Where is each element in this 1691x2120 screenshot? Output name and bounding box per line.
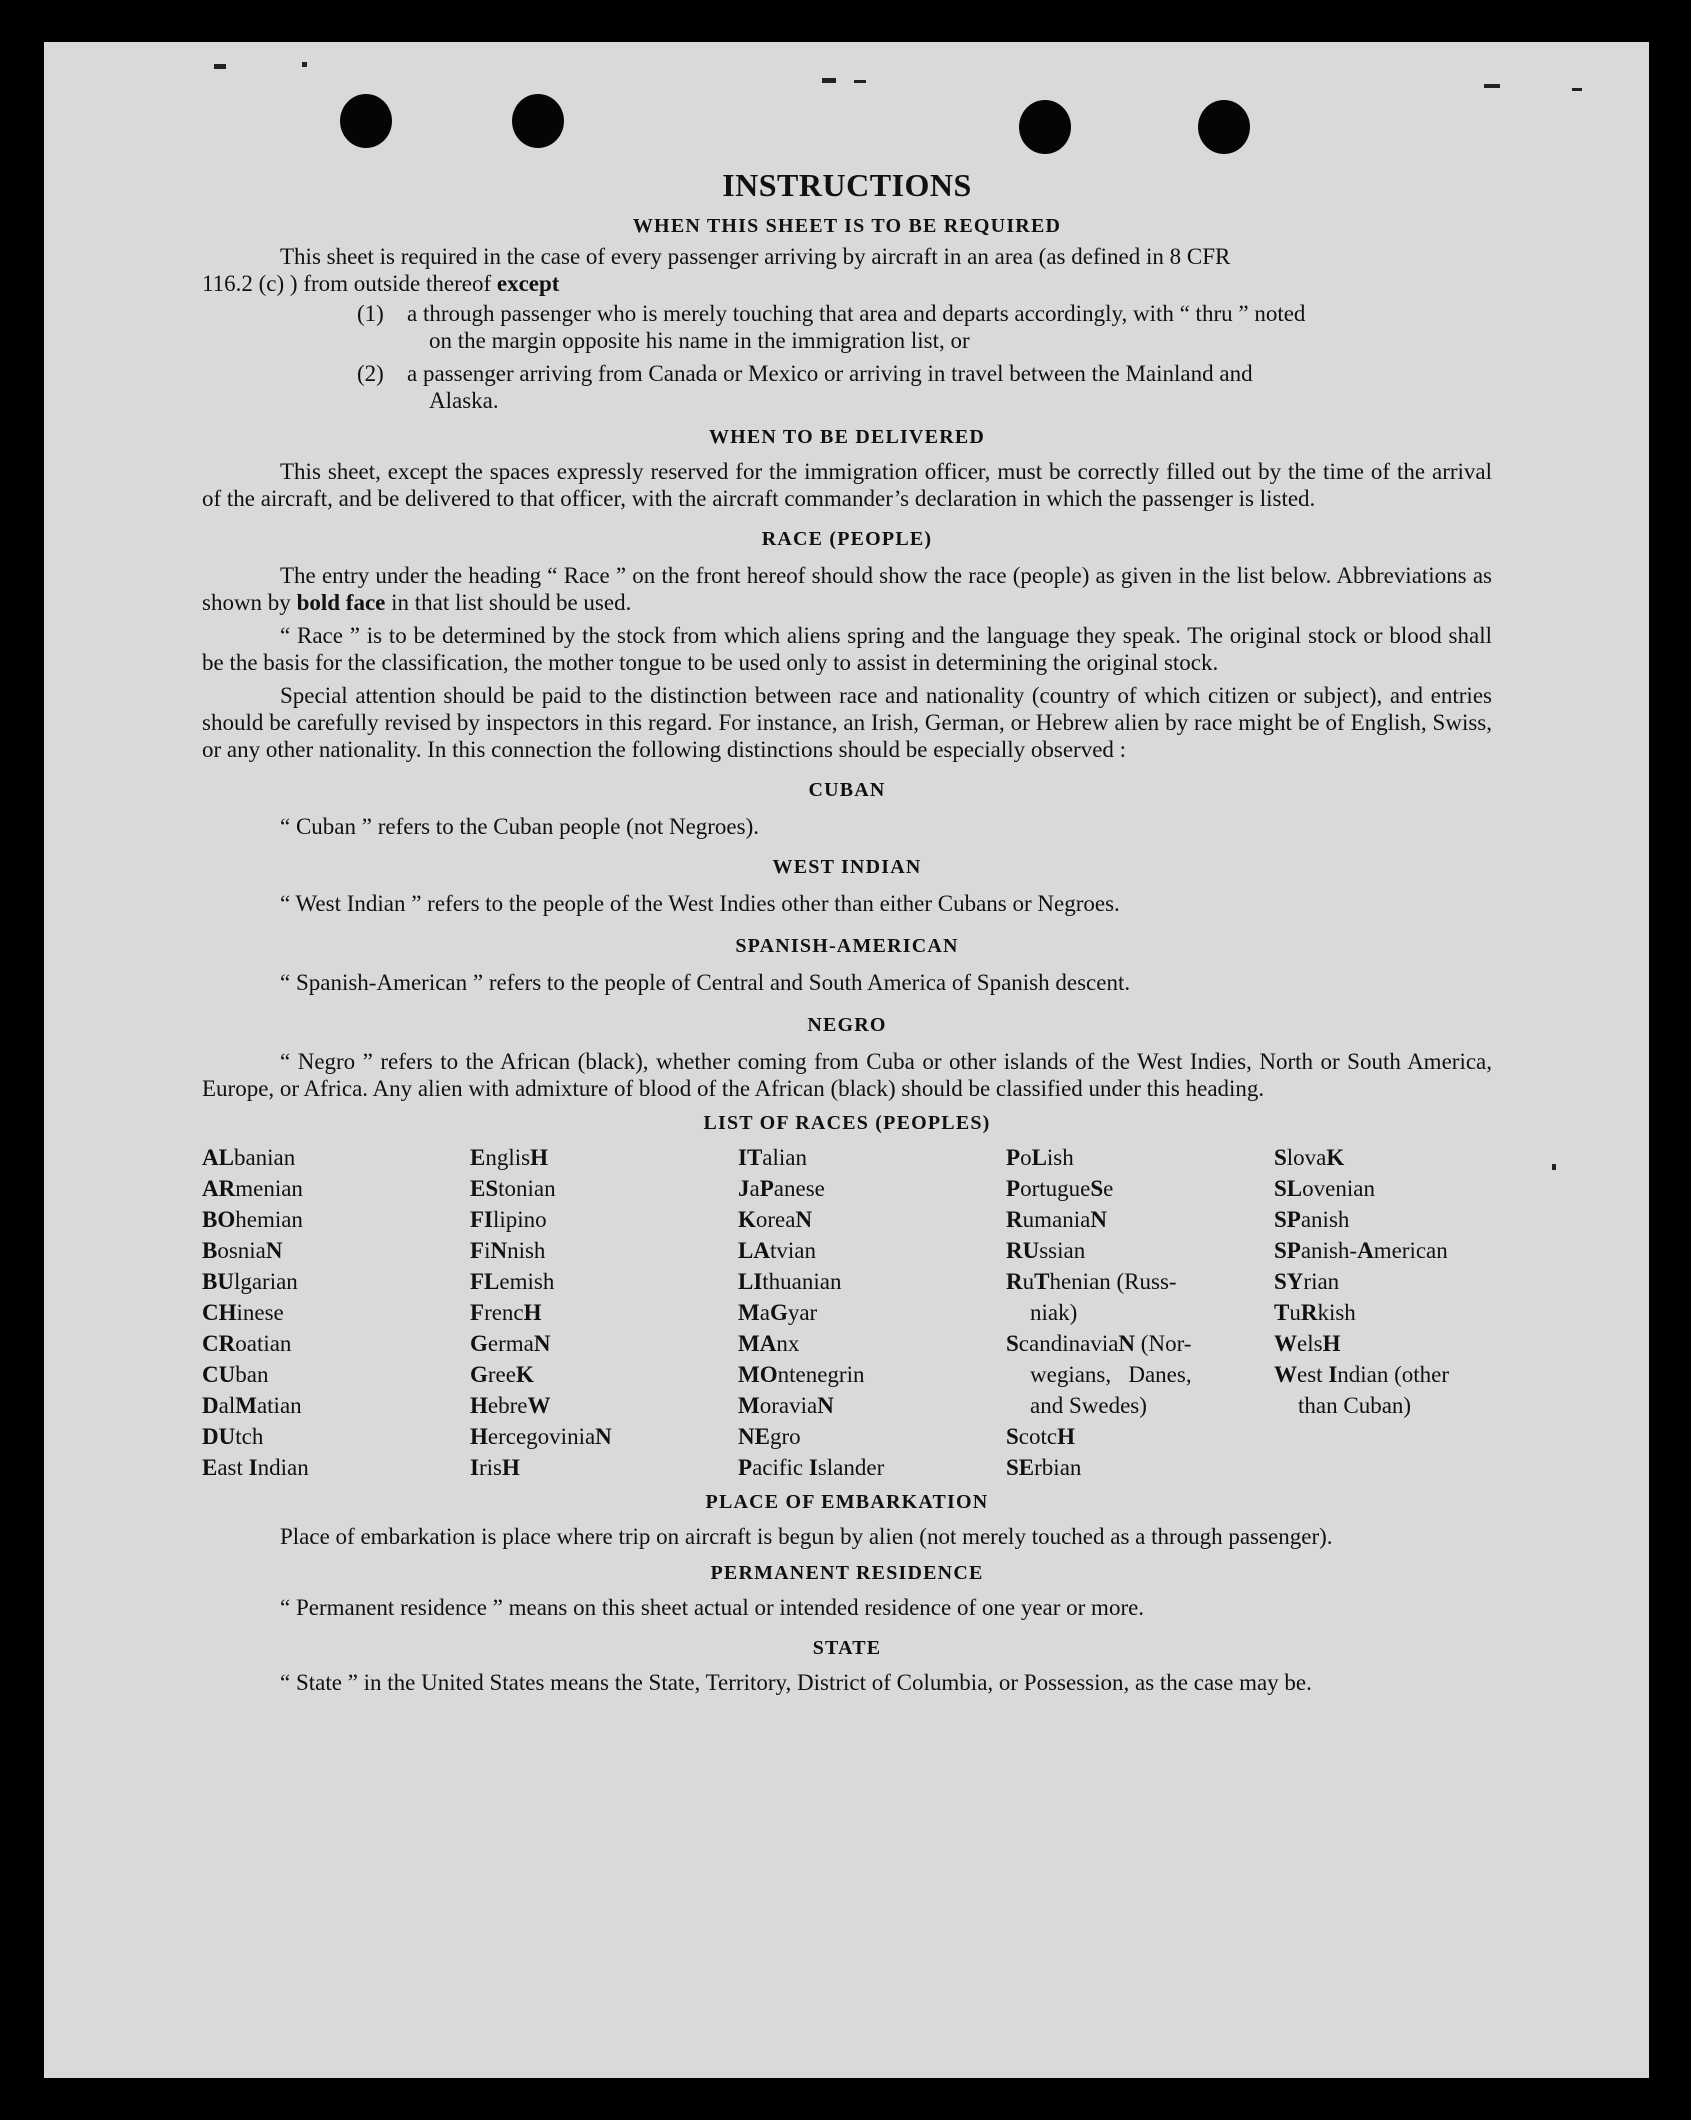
race-entry: LAtvian [738,1238,816,1263]
page-title: INSTRUCTIONS [722,167,972,203]
race-entry: wegians, Danes, [1030,1362,1192,1387]
document-page [44,42,1649,2078]
race-entry: NEgro [738,1424,801,1449]
race-column [738,1142,1006,1483]
section-heading: WEST INDIAN [772,856,922,878]
speck [1572,88,1582,91]
race-entry: PortugueSe [1006,1176,1114,1201]
race-entry: ScotcH [1006,1424,1075,1449]
instructions-content [202,167,1492,1696]
section-heading: PLACE OF EMBARKATION [705,1491,989,1513]
race-entry: GreeK [470,1362,534,1387]
race-entry: RumaniaN [1006,1207,1107,1232]
race-entry: DalMatian [202,1393,302,1418]
race-entry: ALbanian [202,1145,296,1170]
race-entry: DUtch [202,1424,264,1449]
race-list [202,1142,1492,1483]
race-entry: JaPanese [738,1176,825,1201]
race-entry: EnglisH [470,1145,548,1170]
punch-hole [1198,100,1250,154]
section-heading: STATE [812,1637,882,1659]
race-entry: niak) [1030,1300,1078,1325]
race-entry: Pacific Islander [738,1455,885,1480]
race-entry: BOhemian [202,1207,303,1232]
race-entry: ScandinaviaN (Nor- [1006,1331,1192,1356]
section-text: The entry under the heading “ Race ” on the front hereof should show the race (people) as given in the list below. Abbreviations as shown by bold face in that list should be used. [202,563,1492,615]
punch-hole [340,94,392,148]
section-heading: WHEN TO BE DELIVERED [708,426,986,448]
race-entry: FiNnish [470,1238,546,1263]
race-entry: SlovaK [1274,1145,1345,1170]
speck [822,78,836,83]
race-entry: CUban [202,1362,269,1387]
race-entry: HebreW [470,1393,551,1418]
section-text: “ Cuban ” refers to the Cuban people (not Negroes). [280,814,760,839]
section-heading: RACE (PEOPLE) [761,528,933,550]
race-entry: LIthuanian [738,1269,842,1294]
section-text: “ Negro ” refers to the African (black), whether coming from Cuba or other islands of the West Indies, North or South America, Europe, or Africa. Any alien with admixture of blood of the African (black) should be classified under this heading. [202,1049,1492,1101]
race-entry: MoraviaN [738,1393,834,1418]
punch-hole [512,94,564,148]
race-entry: RUssian [1006,1238,1086,1263]
section-heading: LIST OF RACES (PEOPLES) [703,1112,991,1134]
race-entry: SPanish [1274,1207,1350,1232]
race-entry: than Cuban) [1298,1393,1412,1418]
race-entry: West Indian (other [1274,1362,1450,1387]
race-entry: RuThenian (Russ- [1006,1269,1177,1294]
section-heading: SPANISH-AMERICAN [735,935,959,957]
race-entry: and Swedes) [1030,1393,1147,1418]
section-text: “ West Indian ” refers to the people of the West Indies other than either Cubans or Negroes. [280,891,1120,916]
race-entry: SPanish-American [1274,1238,1448,1263]
race-entry: FrencH [470,1300,542,1325]
speck [854,80,866,83]
race-entry: FIlipino [470,1207,547,1232]
exception-item: (2) a passenger arriving from Canada or Mexico or arriving in travel between the Mainland and Alaska. [357,361,1253,413]
punch-hole [1019,100,1071,154]
race-entry: IrisH [470,1455,520,1480]
race-entry: East Indian [202,1455,309,1480]
speck [302,62,307,67]
race-entry: BosniaN [202,1238,283,1263]
race-column [202,1142,470,1483]
section-text: Place of embarkation is place where trip on aircraft is begun by alien (not merely touched as a through passenger). [280,1524,1333,1549]
speck [1484,84,1500,88]
section-text: “ State ” in the United States means the State, Territory, District of Columbia, or Possession, as the case may be. [280,1670,1312,1695]
race-entry: PoLish [1006,1145,1074,1170]
race-entry: EStonian [470,1176,556,1201]
section-heading: NEGRO [807,1014,887,1036]
exception-item: (1) a through passenger who is merely touching that area and departs accordingly, with “ thru ” noted on the margin opposite his name in the immigration list, or [357,301,1306,353]
race-entry: CRoatian [202,1331,292,1356]
section-text: “ Permanent residence ” means on this sheet actual or intended residence of one year or more. [280,1595,1145,1620]
section-heading: CUBAN [808,779,886,801]
race-entry: SYrian [1274,1269,1340,1294]
race-entry: ITalian [738,1145,807,1170]
race-column [470,1142,738,1483]
race-entry: MAnx [738,1331,800,1356]
race-entry: GermaN [470,1331,551,1356]
section-heading: WHEN THIS SHEET IS TO BE REQUIRED [632,215,1062,237]
race-entry: CHinese [202,1300,284,1325]
section-text: “ Spanish-American ” refers to the people of Central and South America of Spanish descent. [280,970,1131,995]
speck [214,64,226,69]
section-text: Special attention should be paid to the distinction between race and nationality (country of which citizen or subject), and entries should be carefully revised by inspectors in this regard. For instance, an Irish, German, or Hebrew alien by race might be of English, Swiss, or any other nationality. In this connection the following distinctions should be especially observed : [202,683,1492,762]
race-entry: KoreaN [738,1207,813,1232]
race-entry: HercegoviniaN [470,1424,612,1449]
race-entry: SLovenian [1274,1176,1375,1201]
section-text: “ Race ” is to be determined by the stock from which aliens spring and the language they speak. The original stock or blood shall be the basis for the classification, the mother tongue to be used only to assist in determining the original stock. [202,623,1492,675]
speck [1552,1164,1556,1170]
intro-text-cont: 116.2 (c) ) from outside thereof except [202,271,560,296]
intro-text: This sheet is required in the case of every passenger arriving by aircraft in an area (as defined in 8 CFR [280,244,1231,269]
race-column [1006,1142,1274,1483]
race-entry: FLemish [470,1269,555,1294]
section-text: This sheet, except the spaces expressly reserved for the immigration officer, must be correctly filled out by the time of the arrival of the aircraft, and be delivered to that officer, with the aircraft commander’s declaration in which the passenger is listed. [202,459,1492,511]
race-entry: TuRkish [1274,1300,1356,1325]
race-entry: BUlgarian [202,1269,298,1294]
race-column [1274,1142,1492,1483]
race-entry: MOntenegrin [738,1362,865,1387]
race-entry: WelsH [1274,1331,1341,1356]
section-heading: PERMANENT RESIDENCE [710,1562,984,1584]
race-entry: MaGyar [738,1300,818,1325]
race-entry: ARmenian [202,1176,303,1201]
race-entry: SErbian [1006,1455,1082,1480]
